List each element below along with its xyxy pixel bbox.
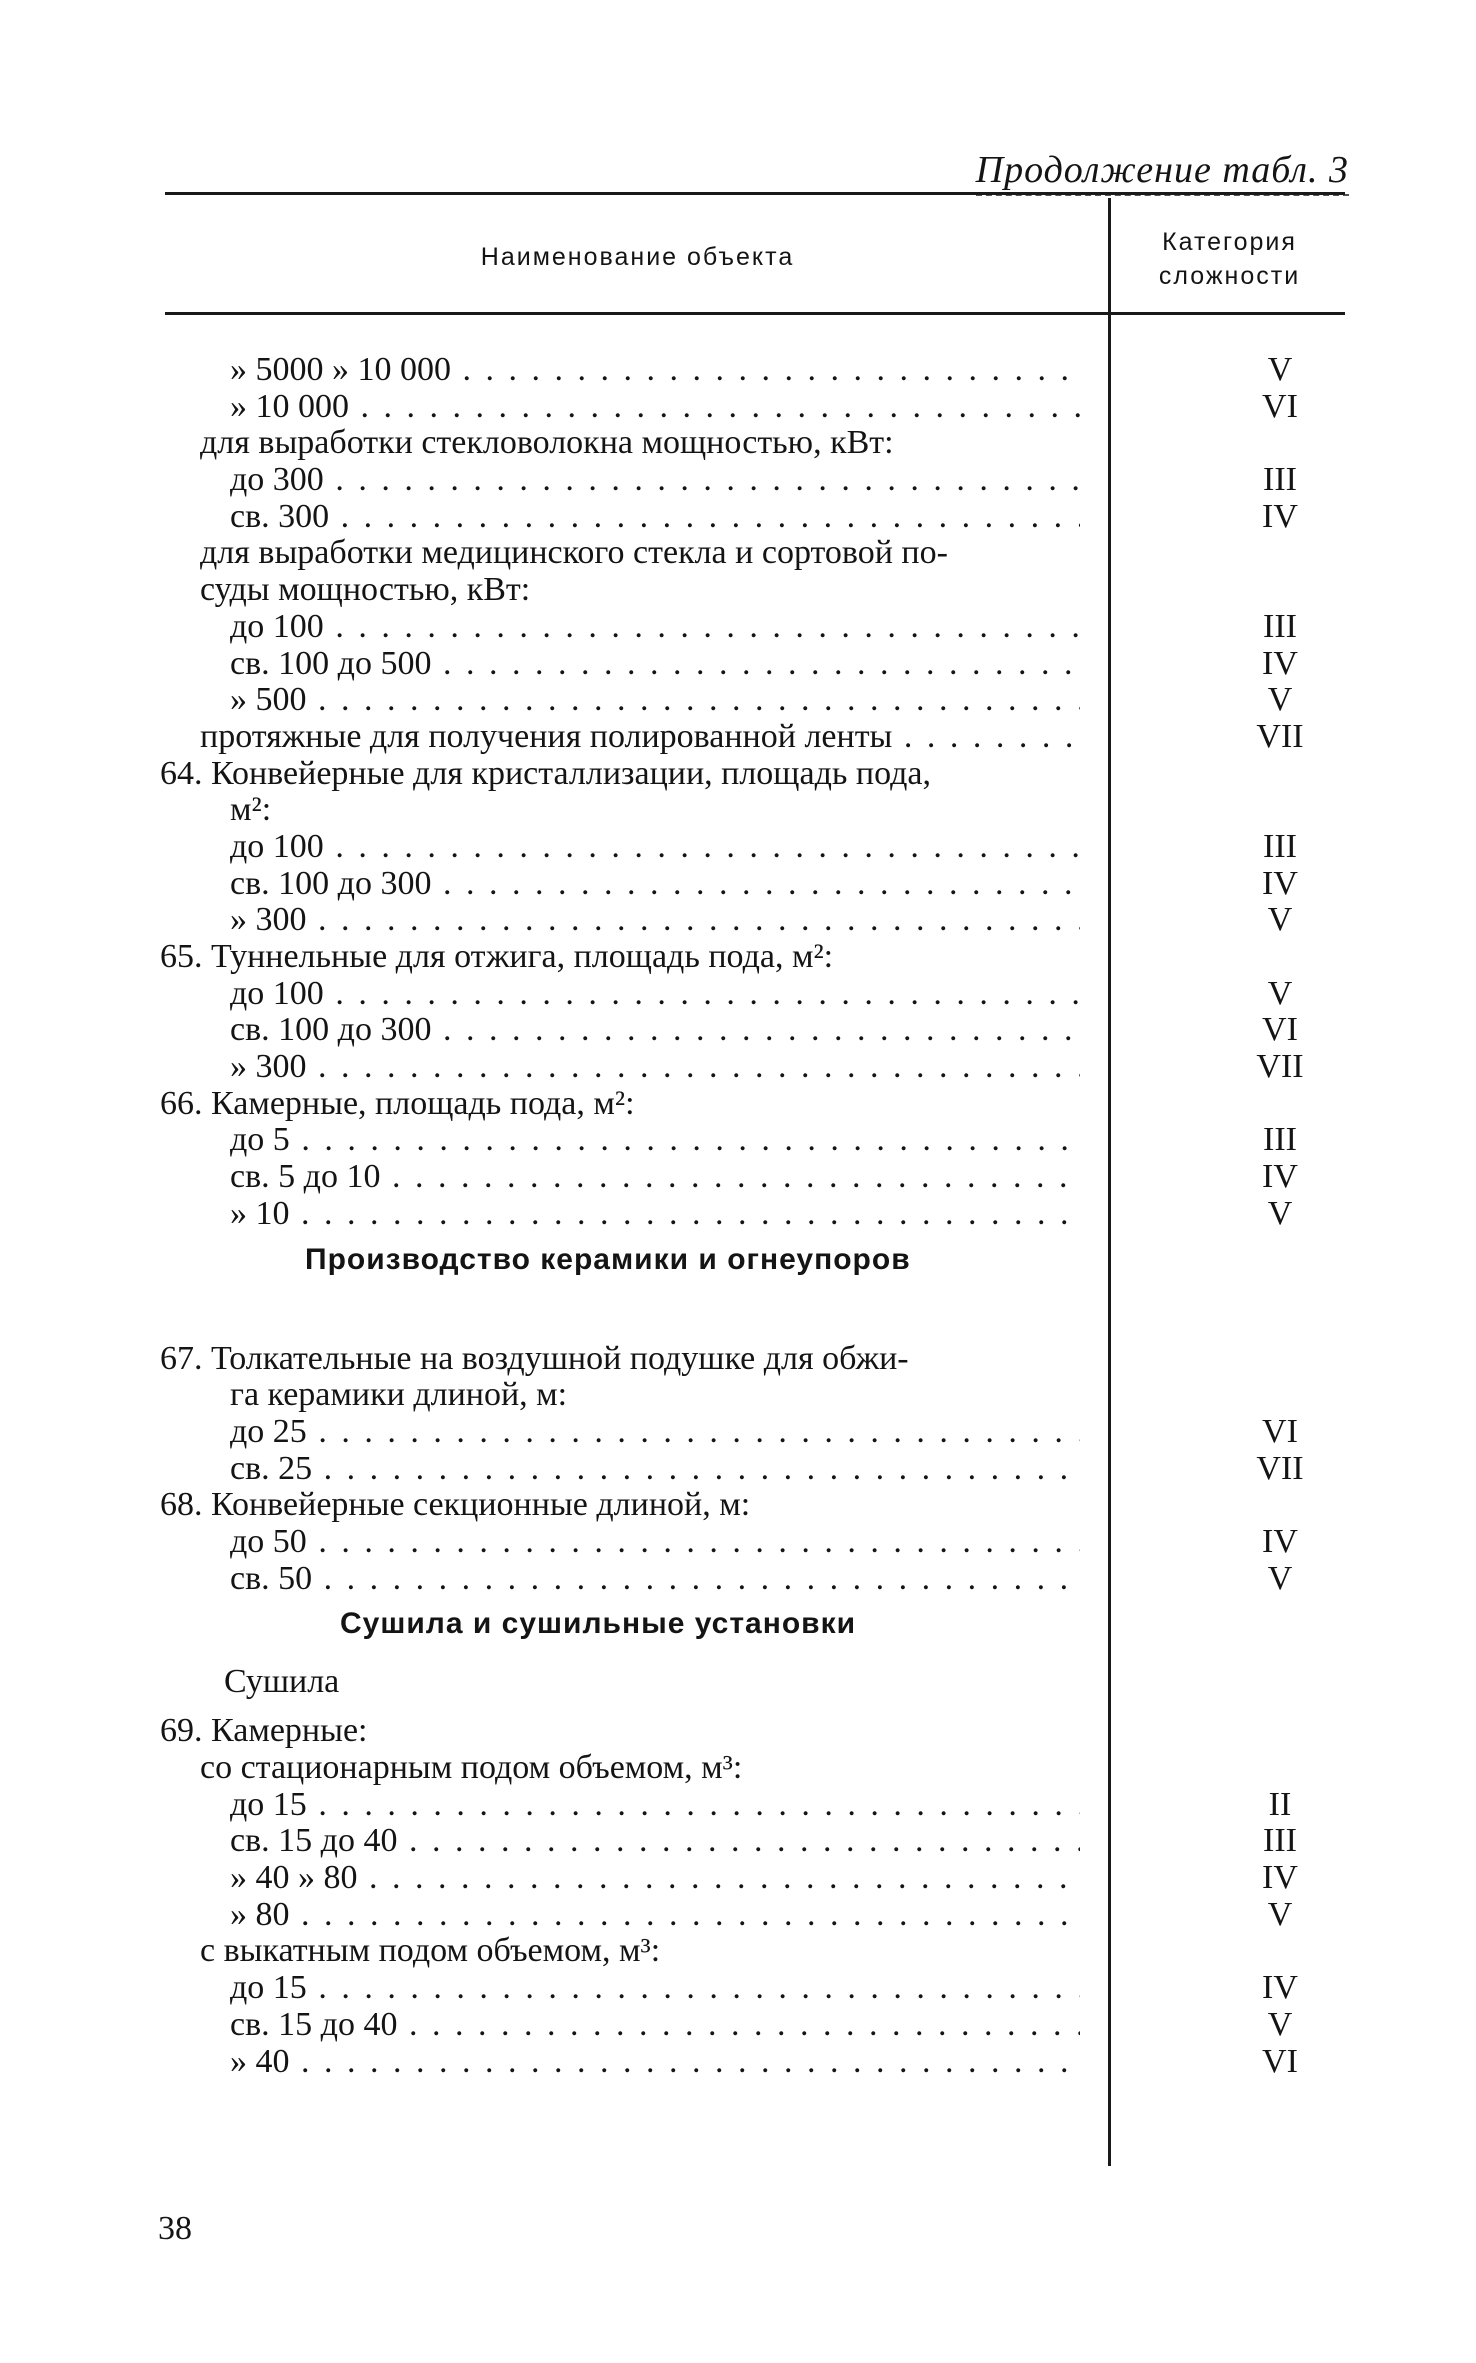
row-category: III [1263,1822,1297,1860]
row-label: » 5000 » 10 000 . . . [230,352,1080,389]
row-label: с выкатным подом объемом, м³: [200,1933,661,1970]
row-label: св. 15 до 40 . . . [230,1823,1080,1860]
table-row [160,646,1360,683]
row-category: VII [1256,1449,1304,1487]
row-category: VII [1256,1048,1304,1086]
table-row [160,866,1360,903]
section-heading [160,1233,1360,1287]
row-label: до 25 . . . [230,1414,1080,1451]
row-label: до 50 . . . [230,1524,1080,1561]
table-row [160,719,1360,756]
table-row [160,1414,1360,1451]
row-category: II [1268,1785,1292,1823]
row-label: до 15 . . . [230,1970,1080,2007]
row-category: V [1267,1559,1293,1597]
row-label: суды мощностью, кВт: [200,572,531,609]
table-top-rule [165,192,1345,195]
table-row [160,1012,1360,1049]
row-category: V [1267,2005,1293,2043]
table-row [160,535,1360,572]
row-label: до 300 . . . [230,462,1080,499]
table-row [160,902,1360,939]
row-spacer [160,1287,1360,1341]
row-category: III [1263,827,1297,865]
row-label: св. 100 до 300 . . . [230,1012,1080,1049]
row-label: св. 100 до 300 . . . [230,866,1080,903]
row-label: св. 300 . . . [230,499,1080,536]
table-row [160,425,1360,462]
table-row [160,939,1360,976]
row-label: св. 50 . . . [230,1561,1080,1598]
row-label: для выработки стекловолокна мощностью, кВт: [200,425,894,462]
column-header-category-line1: Категория [1162,228,1297,256]
row-label: » 80 . . . [230,1897,1080,1934]
row-label: Сушила [224,1663,340,1701]
row-label: м²: [230,792,272,829]
table-row [160,1159,1360,1196]
table-header-rule [165,312,1345,315]
row-category: IV [1262,1859,1298,1897]
row-label: » 500 . . . [230,682,1080,719]
row-label: » 10 . . . [230,1196,1080,1233]
row-label: га керамики длиной, м: [230,1377,568,1414]
table-row [160,1487,1360,1524]
row-category: IV [1262,497,1298,535]
row-category: IV [1262,1522,1298,1560]
row-label: до 100 . . . [230,609,1080,646]
table-row [160,829,1360,866]
table-row [160,389,1360,426]
table-row [160,1651,1360,1713]
table-body [160,352,1360,2080]
section-heading-text: Сушила и сушильные установки [340,1607,857,1641]
table-row [160,1933,1360,1970]
table-row [160,1086,1360,1123]
table-row [160,1823,1360,1860]
column-header-category [1112,225,1347,293]
table-row [160,499,1360,536]
section-heading-text: Производство керамики и огнеупоров [305,1242,911,1276]
row-label: св. 5 до 10 . . . [230,1159,1080,1196]
row-label: » 300 . . . [230,902,1080,939]
table-row [160,682,1360,719]
row-category: III [1263,461,1297,499]
row-category: V [1267,351,1293,388]
row-label: св. 100 до 500 . . . [230,646,1080,683]
table-row [160,1377,1360,1414]
row-label: св. 25 . . . [230,1451,1080,1488]
table-row [160,1196,1360,1233]
row-label: протяжные для получения полированной ленты . . . [200,719,1080,756]
column-header-name: Наименование объекта [480,243,795,271]
column-header-category-line2: сложности [1158,262,1301,290]
row-category: VI [1262,2042,1298,2080]
row-category: III [1263,1121,1297,1159]
table-row [160,2007,1360,2044]
table-row [160,1750,1360,1787]
row-label: 64. Конвейерные для кристаллизации, площадь пода, [160,755,931,792]
row-label: до 100 . . . [230,829,1080,866]
table-row [160,1970,1360,2007]
table-row [160,609,1360,646]
table-row [160,1049,1360,1086]
row-category: V [1267,1194,1293,1232]
table-row [160,976,1360,1013]
row-category: III [1263,607,1297,645]
row-label: » 40 . . . [230,2044,1080,2081]
row-category: IV [1262,644,1298,682]
table-row [160,1451,1360,1488]
table-row [160,1713,1360,1750]
row-label: до 100 . . . [230,976,1080,1013]
table-row [160,1561,1360,1598]
row-category: VI [1262,1412,1298,1450]
row-category: IV [1262,1969,1298,2007]
row-category: VI [1262,1011,1298,1049]
row-label: » 40 » 80 . . . [230,1860,1080,1897]
table-row [160,1122,1360,1159]
row-label: 68. Конвейерные секционные длиной, м: [160,1487,751,1524]
row-label: до 15 . . . [230,1787,1080,1824]
row-label: св. 15 до 40 . . . [230,2007,1080,2044]
row-category: V [1267,974,1293,1012]
table-row [160,462,1360,499]
row-category: IV [1262,864,1298,902]
table-row [160,792,1360,829]
row-category: VII [1256,717,1304,755]
row-category: V [1267,681,1293,719]
row-label: 67. Толкательные на воздушной подушке для обжи- [160,1340,909,1377]
row-label: для выработки медицинского стекла и сортовой по- [200,535,948,572]
row-category: IV [1262,1158,1298,1196]
page-number: 38 [158,2210,192,2247]
table-row [160,1524,1360,1561]
table-continuation-label: Продолжение табл. 3 [976,148,1349,196]
section-heading [160,1597,1360,1651]
row-category: V [1267,1895,1293,1933]
row-label: 65. Туннельные для отжига, площадь пода, м²: [160,939,834,975]
table-row [160,2044,1360,2081]
row-label: 66. Камерные, площадь пода, м²: [160,1085,635,1122]
table-row [160,352,1360,389]
table-row [160,1341,1360,1378]
row-label: 69. Камерные: [160,1713,368,1750]
table-row [160,1897,1360,1934]
row-category: VI [1262,387,1298,425]
row-label: » 10 000 . . . [230,389,1080,426]
row-label: до 5 . . . [230,1122,1080,1159]
row-label: » 300 . . . [230,1049,1080,1086]
table-row [160,1860,1360,1897]
row-label: со стационарным подом объемом, м³: [200,1750,743,1786]
table-row [160,756,1360,793]
table-row [160,1787,1360,1824]
row-category: V [1267,901,1293,939]
table-row [160,572,1360,609]
